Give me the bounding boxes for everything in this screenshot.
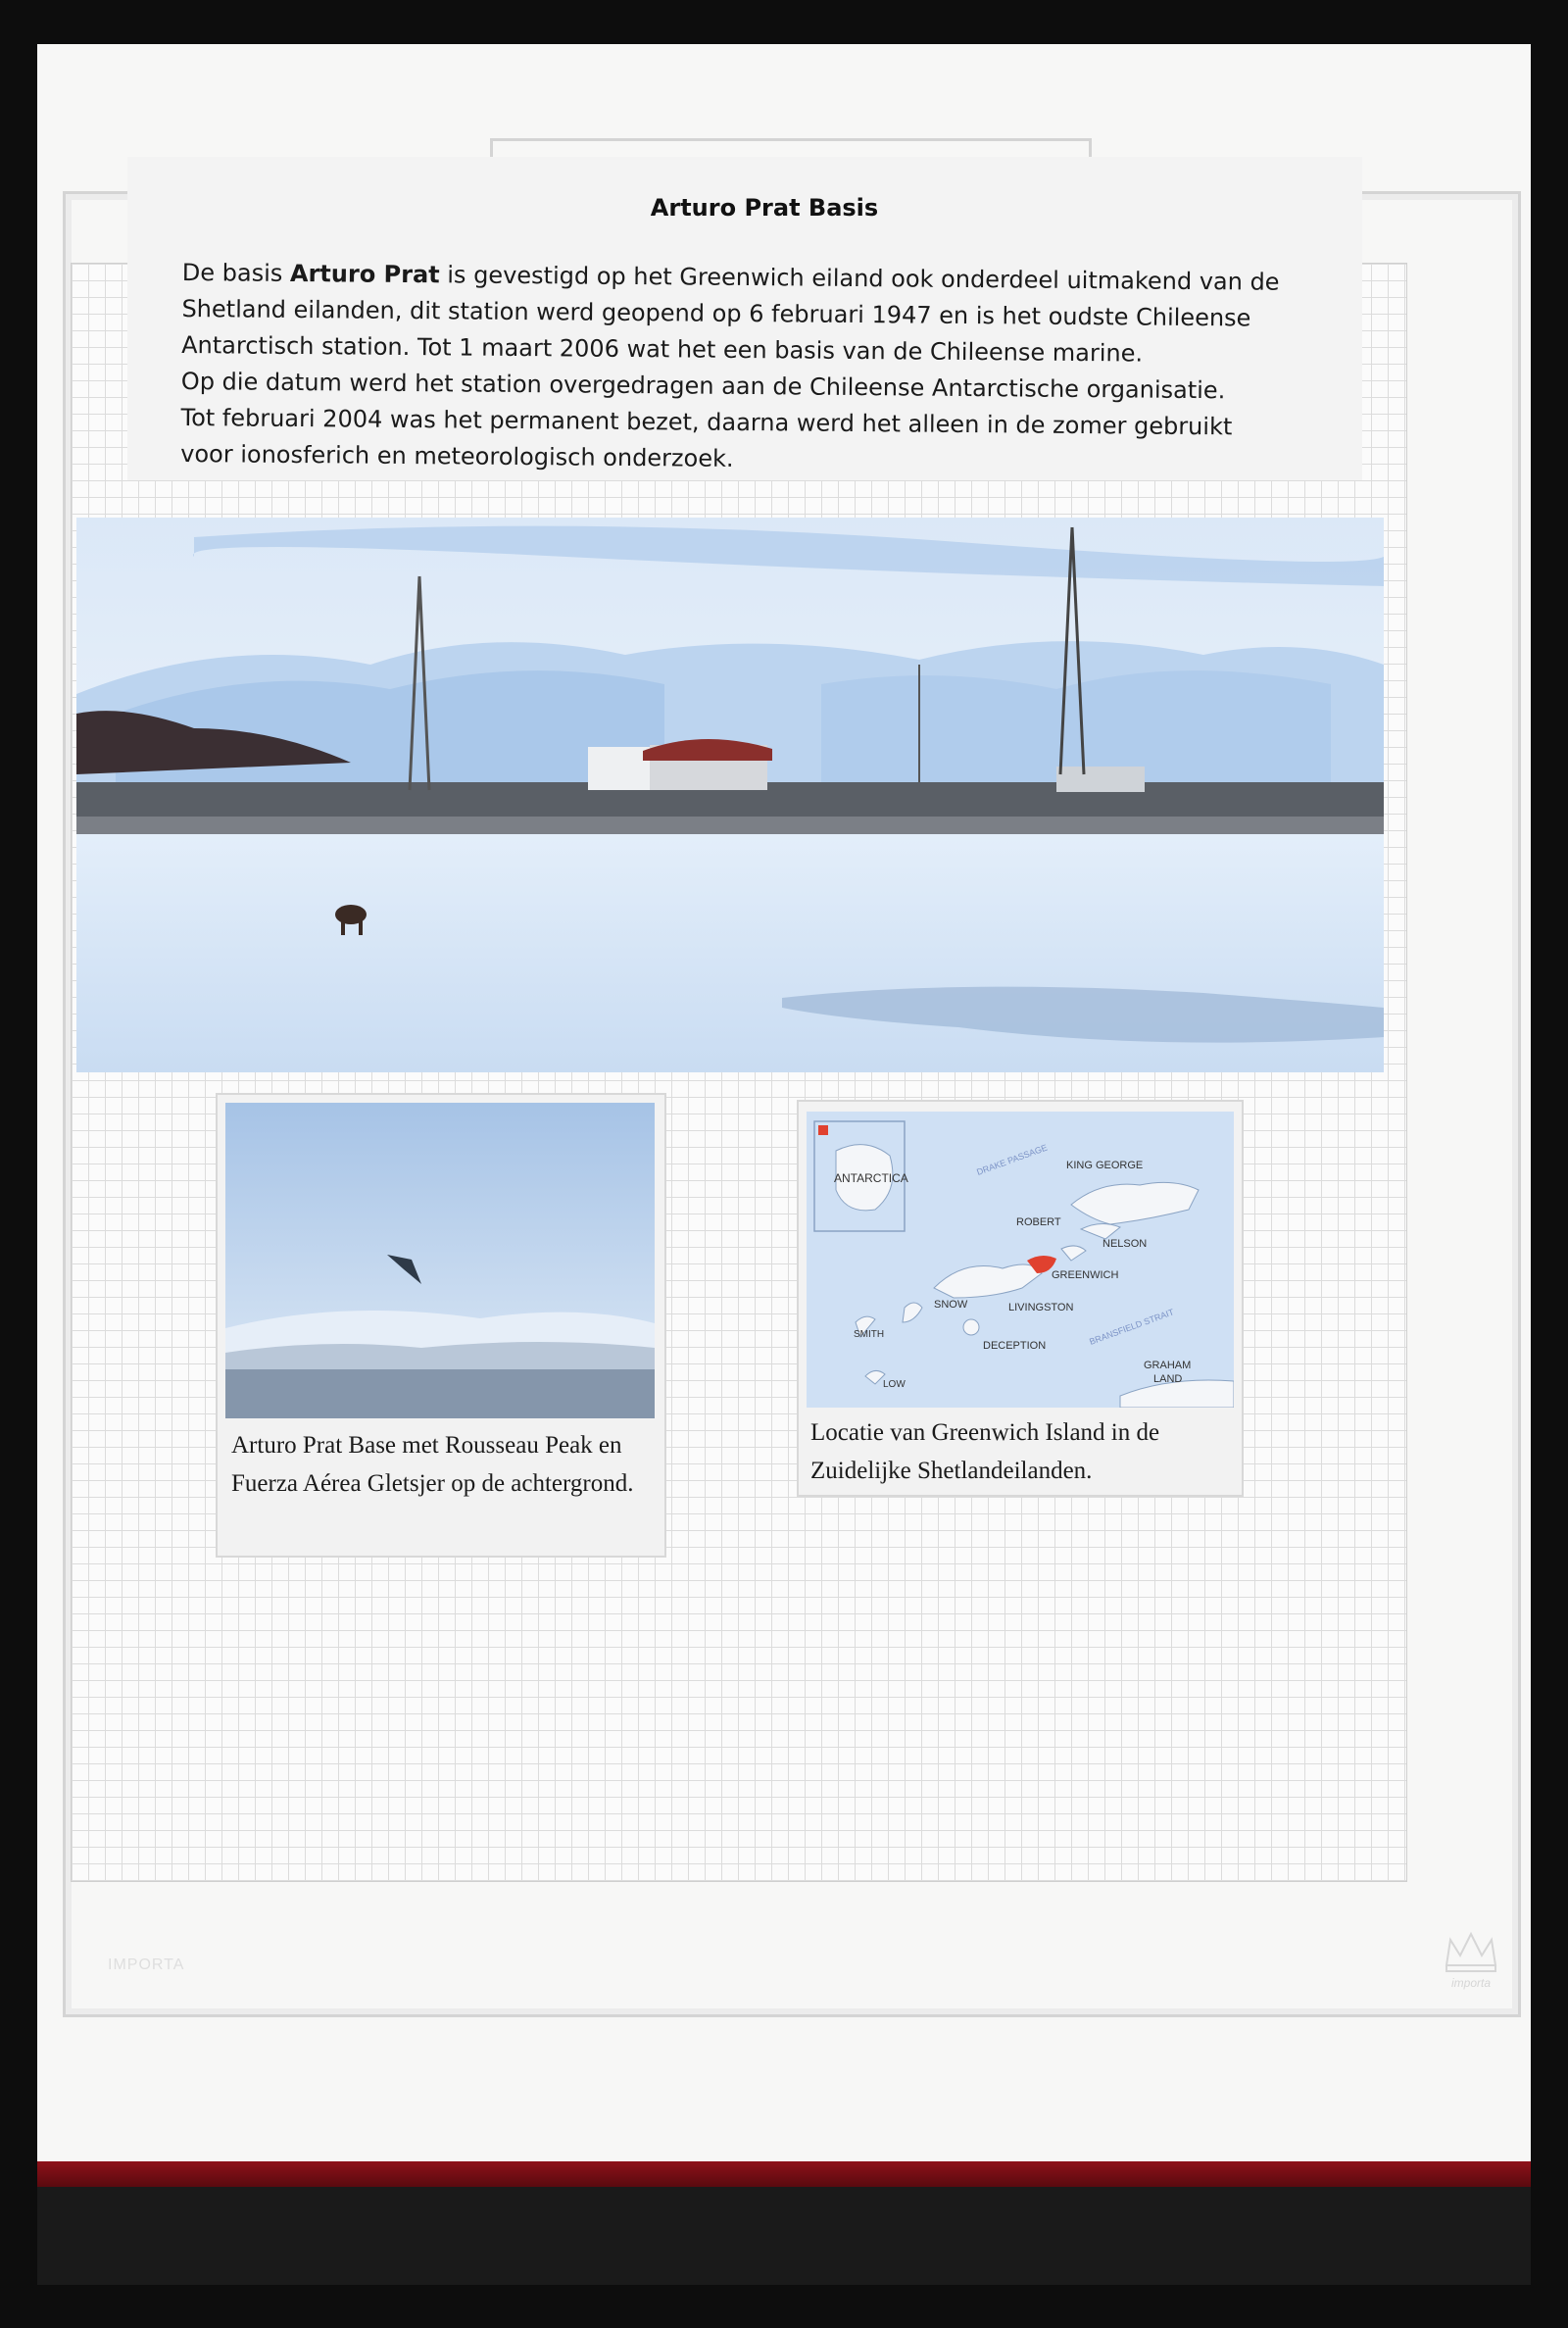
map-label-drake: DRAKE PASSAGE [975, 1142, 1049, 1177]
photo-rousseau-peak-image [225, 1103, 655, 1418]
map-label-snow: SNOW [934, 1299, 968, 1311]
page-title: Arturo Prat Basis [650, 194, 879, 222]
map-label-nelson: NELSON [1102, 1238, 1148, 1250]
caption-map: Locatie van Greenwich Island in de Zuidelijke Shetlandeilanden. [810, 1419, 1160, 1484]
map-greenwich-island [807, 1112, 1234, 1408]
photo-card-rousseau-peak [216, 1093, 666, 1558]
body-line-2: Shetland eilanden, dit station werd geopend op 6 februari 1947 en is het oudste Chileense [181, 294, 1251, 332]
map-label-graham: GRAHAM [1144, 1360, 1192, 1371]
body-text [180, 255, 1339, 482]
map-label-greenwich: GREENWICH [1052, 1269, 1119, 1281]
photo-rousseau-peak [225, 1103, 655, 1418]
map-label-smith: SMITH [854, 1329, 885, 1340]
main-photo-image [76, 518, 1384, 1072]
body-line-1: is gevestigd op het Greenwich eiland ook onderdeel uitmakend van de [439, 261, 1280, 296]
map-label-low: LOW [883, 1379, 906, 1390]
map-label-deception: DECEPTION [983, 1340, 1047, 1352]
importa-crown-logo [1441, 1926, 1501, 1995]
map-label-robert: ROBERT [1016, 1216, 1061, 1228]
main-photo-arturo-prat-base [76, 518, 1384, 1072]
map-label-land: LAND [1153, 1373, 1183, 1385]
body-bold-name: Arturo Prat [289, 259, 440, 289]
body-line-4: Op die datum werd het station overgedragen aan de Chileense Antarctische organisatie. [180, 367, 1226, 405]
grid-background [71, 263, 1407, 1882]
body-line-6: voor ionosferich en meteorologisch onderzoek. [180, 439, 734, 472]
watermark-importa: IMPORTA [108, 1957, 185, 1973]
map-image [807, 1112, 1234, 1408]
watermark-importa-logo-text: importa [1450, 1976, 1492, 1990]
photo-card-map [797, 1100, 1244, 1497]
body-line-3: Antarctisch station. Tot 1 maart 2006 wat het een basis van de Chileense marine. [181, 330, 1144, 368]
map-inset-label: ANTARCTICA [834, 1171, 908, 1185]
album-binding-strip [37, 2161, 1531, 2187]
map-label-bransfield: BRANSFIELD STRAIT [1088, 1307, 1176, 1347]
background-bottom [37, 2187, 1531, 2285]
map-label-king-george: KING GEORGE [1066, 1160, 1144, 1171]
body-intro: De basis [181, 258, 291, 287]
body-line-5: Tot februari 2004 was het permanent bezet, daarna werd het alleen in de zomer gebruikt [180, 403, 1233, 441]
map-label-livingston: LIVINGSTON [1008, 1302, 1074, 1313]
crown-icon [1441, 1926, 1501, 1995]
caption-rousseau-peak: Arturo Prat Base met Rousseau Peak en Fuerza Aérea Gletsjer op de achtergrond. [231, 1432, 634, 1497]
